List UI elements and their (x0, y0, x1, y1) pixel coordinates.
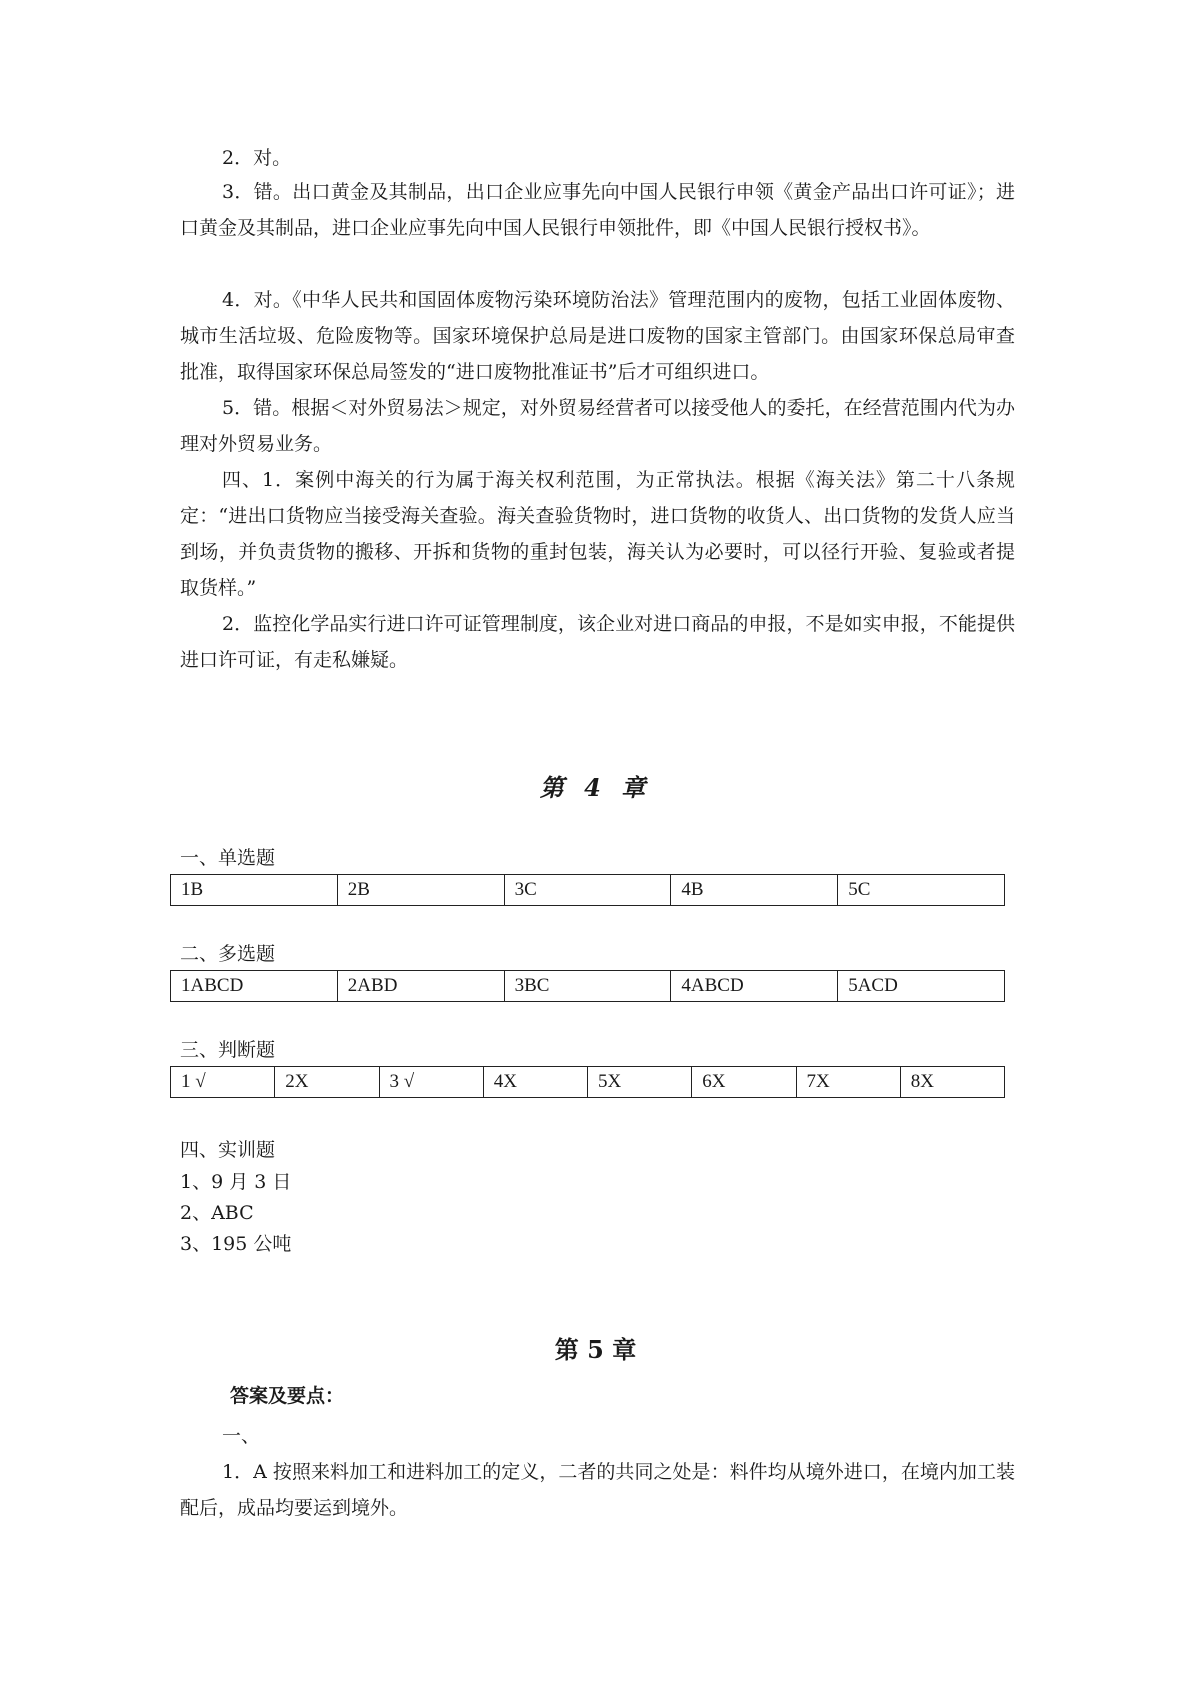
case-paragraph-1: 四、1．案例中海关的行为属于海关权利范围，为正常执法。根据《海关法》第二十八条规定：“进出口货物应当接受海关查验。海关查验货物时，进口货物的收货人、出口货物的发货人应当到场，并负责货物的搬移、开拆和货物的重封包装，海关认为必要时，可以径行开验、复验或者提取货样。” (180, 469, 1015, 599)
table-cell: 4X (483, 1067, 587, 1098)
table-cell: 5X (588, 1067, 692, 1098)
multi-choice-table (170, 970, 1005, 1002)
table-cell: 6X (692, 1067, 796, 1098)
table-cell: 4B (671, 875, 838, 906)
table-cell: 2B (337, 875, 504, 906)
practical-line: 1、9 月 3 日 (180, 1171, 292, 1193)
true-false-table (170, 1066, 1005, 1098)
single-choice-table (170, 874, 1005, 906)
table-cell: 3BC (504, 971, 671, 1002)
multi-choice-label: 二、多选题 (180, 943, 276, 965)
table-cell: 5ACD (838, 971, 1005, 1002)
single-choice-label: 一、单选题 (180, 847, 276, 869)
answer-paragraph-5: 5．错。根据＜对外贸易法＞规定，对外贸易经营者可以接受他人的委托，在经营范围内代为办理对外贸易业务。 (180, 397, 1015, 455)
true-false-label: 三、判断题 (180, 1039, 276, 1061)
practical-label: 四、实训题 (180, 1139, 276, 1161)
chapter-5-title: 第 5 章 (554, 1335, 637, 1364)
chapter-4-title: 第 4 章 (539, 773, 652, 802)
answer-paragraph-2: 2．对。 (222, 147, 292, 169)
table-cell: 2ABD (337, 971, 504, 1002)
section-label: 一、 (222, 1425, 261, 1447)
table-cell: 5C (838, 875, 1005, 906)
table-cell: 8X (900, 1067, 1004, 1098)
practical-line: 3、195 公吨 (180, 1233, 292, 1255)
chapter-5-paragraph-1: 1．A 按照来料加工和进料加工的定义，二者的共同之处是：料件均从境外进口，在境内加工装配后，成品均要运到境外。 (180, 1461, 1015, 1519)
answer-paragraph-3: 3．错。出口黄金及其制品，出口企业应事先向中国人民银行申领《黄金产品出口许可证》；进口黄金及其制品，进口企业应事先向中国人民银行申领批件，即《中国人民银行授权书》。 (180, 181, 1015, 239)
answer-paragraph-4: 4．对。《中华人民共和国固体废物污染环境防治法》管理范围内的废物，包括工业固体废物、城市生活垃圾、危险废物等。国家环境保护总局是进口废物的国家主管部门。由国家环保总局审查批准，取得国家环保总局签发的“进口废物批准证书”后才可组织进口。 (180, 289, 1015, 383)
table-cell: 1ABCD (171, 971, 338, 1002)
case-paragraph-2: 2．监控化学品实行进口许可证管理制度，该企业对进口商品的申报，不是如实申报，不能提供进口许可证，有走私嫌疑。 (180, 613, 1015, 671)
answers-subtitle: 答案及要点： (230, 1385, 345, 1407)
table-cell: 4ABCD (671, 971, 838, 1002)
table-cell: 3C (504, 875, 671, 906)
practical-line: 2、ABC (180, 1202, 254, 1224)
table-cell: 2X (275, 1067, 379, 1098)
table-cell: 3 √ (379, 1067, 483, 1098)
table-cell: 1B (171, 875, 338, 906)
table-cell: 1 √ (171, 1067, 275, 1098)
table-cell: 7X (796, 1067, 900, 1098)
